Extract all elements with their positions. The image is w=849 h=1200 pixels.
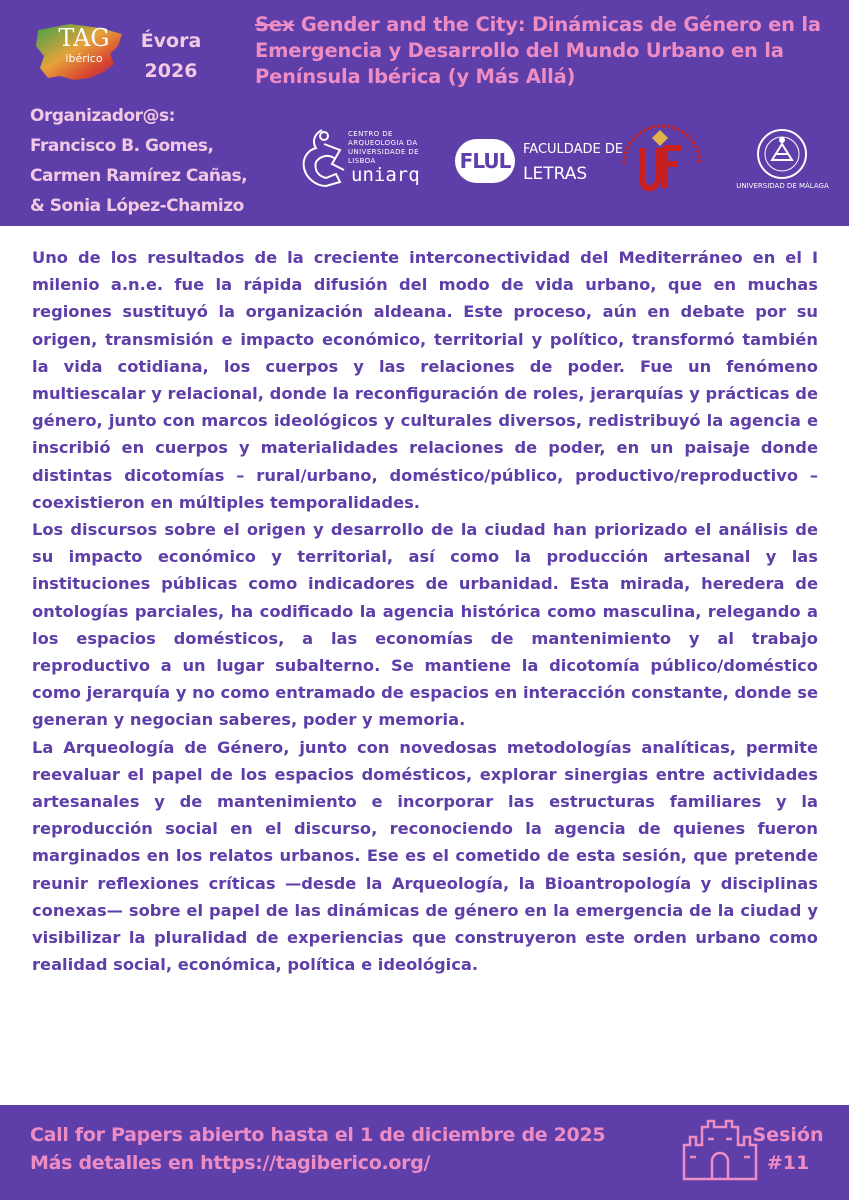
flul-caption-line1: FACULDADE DE — [523, 142, 624, 157]
organizer-name: Francisco B. Gomes, — [30, 136, 214, 156]
tag-logo-title: TAG — [58, 24, 110, 52]
venue — [138, 26, 204, 86]
session-description — [32, 244, 818, 978]
flul-caption-line2: LETRAS — [523, 164, 588, 184]
flul-name: FLUL — [455, 139, 515, 183]
main-content — [0, 226, 849, 1105]
description-paragraph: La Arqueología de Género, junto con novedosas metodologías analíticas, permite reevaluar el papel de los espacios domésticos, explorar sinergias entre actividades artesanales y de mantenimiento e incorporar las estructuras familiares y la reproducción social en el discurso, reconociendo la agencia de quienes fueron marginados en los relatos urbanos. Ese es el cometido de esta sesión, que pretende reunir reflexiones críticas —desde la Arqueología, la Bioantropología y disciplinas conexas— sobre el papel de las dinámicas de género en la emergencia de la ciudad y visibilizar la pluralidad de experiencias que construyeron este orden urbano como realidad social, económica, política e ideológica. — [32, 737, 818, 975]
university-of-seville-logo — [612, 118, 712, 198]
organizer-name: & Sonia López-Chamizo — [30, 196, 244, 216]
session-badge — [748, 1121, 828, 1177]
flul-caption — [523, 138, 623, 186]
uniarq-figure-icon — [296, 124, 352, 194]
uniarq-caption: CENTRO DE ARQUEOLOGIA DA UNIVERSIDADE DE LISBOA — [348, 130, 419, 165]
cfp-details-link[interactable]: Más detalles en https://tagiberico.org/ — [30, 1152, 431, 1174]
organizers-label: Organizador@s: — [30, 106, 175, 126]
session-number: #11 — [766, 1152, 810, 1174]
uniarq-name: uniarq — [351, 164, 420, 186]
title-text: Gender and the City: Dinámicas de Género en la Emergencia y Desarrollo del Mundo Urbano en la Península Ibérica (y Más Allá) — [255, 13, 821, 88]
organizers — [30, 101, 280, 221]
university-of-seville-icon — [612, 118, 712, 198]
university-of-malaga-seal-icon — [720, 124, 845, 182]
venue-city: Évora — [140, 30, 202, 52]
session-label: Sesión — [752, 1124, 824, 1146]
description-paragraph: Uno de los resultados de la creciente interconectividad del Mediterráneo en el I milenio a.n.e. fue la rápida difusión del modo de vida urbano, que en muchas regiones sustituyó la organización aldeana. Este proceso, aún en debate por su origen, transmisión e impacto económico, territorial y político, transformó también la vida cotidiana, los cuerpos y las relaciones de poder. Fue un fenómeno multiescalar y relacional, donde la reconfiguración de roles, jerarquías y prácticas de género, junto con marcos ideológicos y culturales diversos, redistribuyó la agencia e inscribió en cuerpos y materialidades relaciones de poder, en un paisaje donde distintas dicotomías – rural/urbano, doméstico/público, productivo/reproductivo – coexistieron en múltiples temporalidades. — [32, 248, 818, 512]
organizer-name: Carmen Ramírez Cañas, — [30, 166, 248, 186]
description-paragraph: Los discursos sobre el origen y desarrollo de la ciudad han priorizado el análisis de su impacto económico y territorial, así como la producción artesanal y las instituciones públicas como indicadores de urbanidad. Esta mirada, heredera de ontologías parciales, ha codificado la agencia histórica como masculina, relegando a los espacios domésticos, a las economías de mantenimiento y al trabajo reproductivo a un lugar subalterno. Se mantiene la dicotomía público/doméstico como jerarquía y no como entramado de espacios en interacción constante, donde se generan y negocian saberes, poder y memoria. — [32, 520, 818, 730]
malaga-caption: UNIVERSIDAD DE MÁLAGA — [736, 182, 829, 190]
uniarq-logo — [296, 124, 446, 194]
flul-logo — [455, 130, 624, 185]
session-title — [255, 12, 840, 90]
footer-banner — [0, 1105, 849, 1200]
header-banner — [0, 0, 849, 225]
university-of-malaga-logo — [720, 124, 845, 199]
call-for-papers — [30, 1121, 670, 1177]
cfp-deadline: Call for Papers abierto hasta el 1 de diciembre de 2025 — [30, 1124, 606, 1146]
tag-logo-subtitle: ibérico — [65, 52, 103, 65]
title-struck-word: Sex — [255, 13, 295, 36]
venue-year: 2026 — [144, 60, 198, 82]
